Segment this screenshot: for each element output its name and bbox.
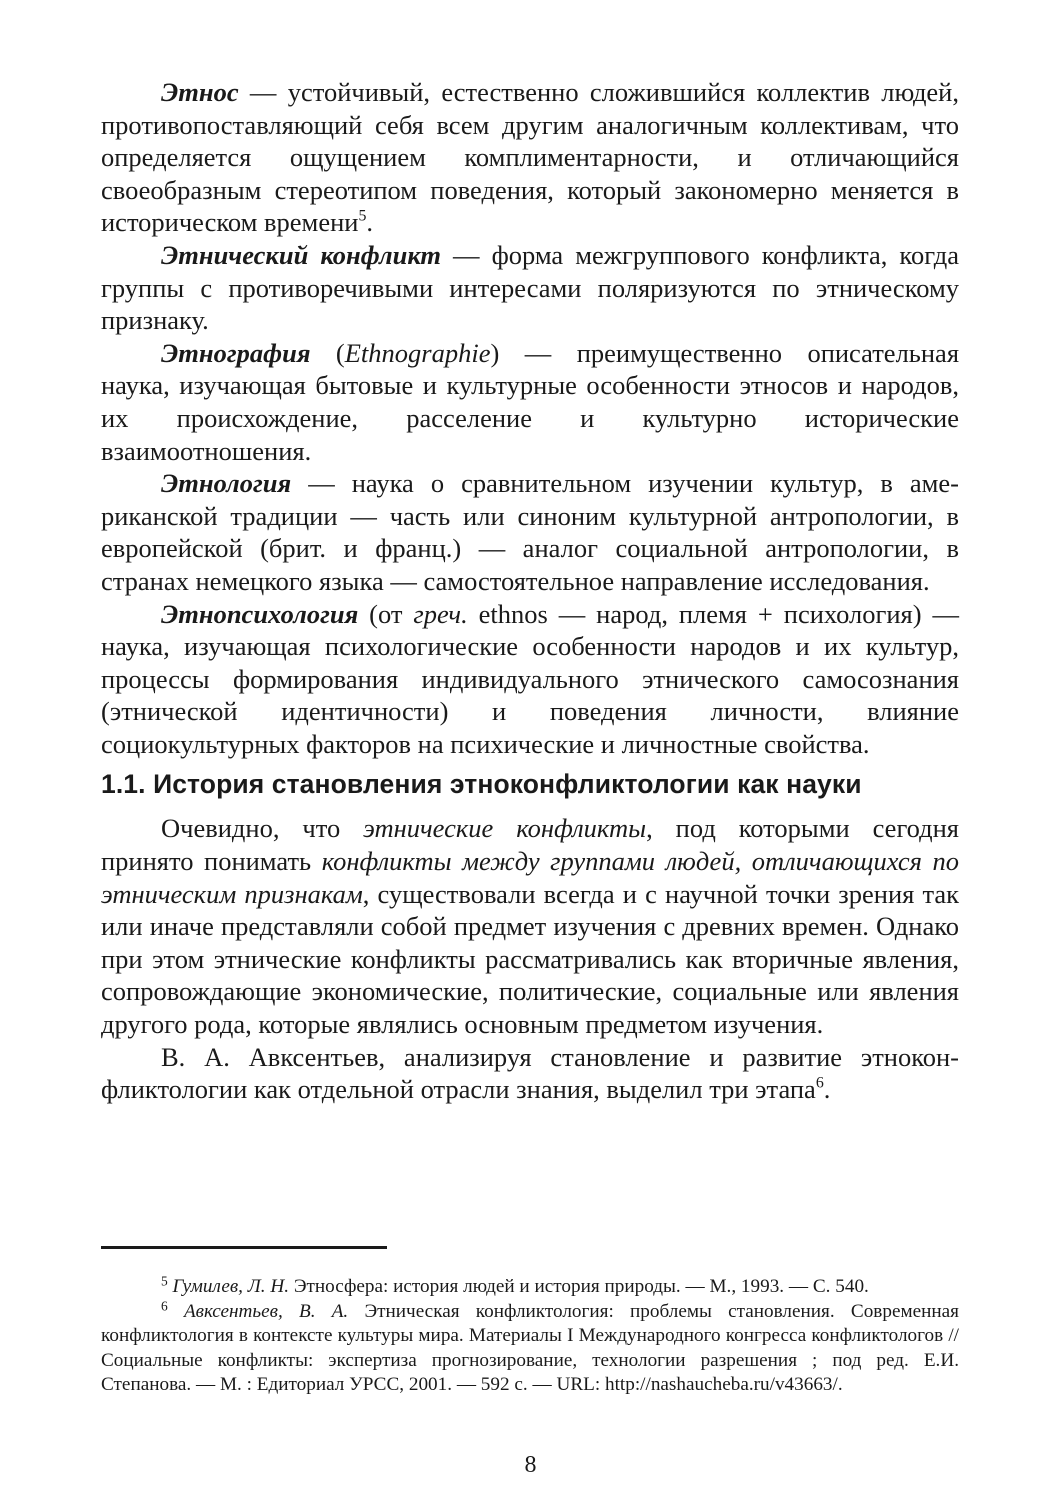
paragraph-text: Очевидно, что [161, 813, 364, 844]
footnote-text: Этносфера: история людей и история природы. — М., 1993. — С. 540. [289, 1276, 869, 1297]
footnotes [101, 1275, 959, 1398]
punctuation: . [366, 207, 374, 238]
definition-ethnos [101, 76, 959, 239]
footnote-number: 5 [161, 1273, 168, 1289]
paragraph-text: , существовали всегда и с научной точки зрения так или иначе представляли собой предмет изучения с древних времен. Однако при этом этнические конфликты рассматривались как вторичные явления, сопровождающие экономические, политические, социальные или явления другого рода, которые являлись основным предметом изучения. [101, 878, 959, 1040]
footnote-divider [101, 1246, 387, 1249]
definition-text: — форма межгруппового конфликта, когда группы с противоречивыми интересами поляризуются по этническому признаку. [101, 239, 960, 336]
term: Этнопсихология [161, 598, 359, 629]
paragraph-text: , под которыми сегодня принято понимать [101, 813, 959, 877]
term: Этнический конфликт [161, 239, 442, 270]
paragraph-text: В. А. Авксентьев, анализируя становление и развитие этноконфликтологии как отдельной отрасли знания, выделил три этапа [101, 1041, 959, 1105]
emphasis-text: конфликты между группами людей, отличающихся по этническим признакам [101, 846, 959, 909]
main-text [101, 76, 959, 1106]
footnote-number: 6 [161, 1297, 168, 1313]
definition-text: — устойчивый, естественно сложившийся коллектив людей, противопоставляющий себя всем другим аналогичным коллективам, что определяется ощущением комплиментарности, и отличающийся своеобразным стереотипом поведения, который закономерно меняется в историческом времени [101, 77, 959, 238]
footnote-author: Авксентьев, В. А. [183, 1300, 349, 1322]
definition-ethnology [101, 467, 959, 597]
emphasis-text: этнические конфликты [363, 813, 647, 844]
footnote-text: Этническая конфликтология: проблемы становления. Современная конфликтология в контексте культуры мира. Материалы I Международного конгресса конфликтологов // Социальные конфликты: экспертиза прогнозирование, технологии разрешения ; под ред. Е.И. Степанова. — М. : Едиториал УРСС, 2001. — 592 с. — URL: http://nashaucheba.ru/v43663/. [101, 1300, 959, 1395]
section-paragraph-1 [101, 812, 959, 1040]
definition-text: — наука о сравнительном изучении культур, в американской традиции — часть или синоним культурной антропологии, в европейской (брит. и франц.) — аналог социальной антропологии, в странах немецкого языка — самостоятельное направление исследования. [101, 468, 959, 596]
footnote-6 [101, 1297, 959, 1398]
definition-ethnography [101, 337, 959, 467]
definition-text: ( [310, 337, 345, 368]
page-number: 8 [524, 1452, 537, 1478]
space [168, 1301, 184, 1322]
footnote-5 [101, 1275, 959, 1300]
punctuation: . [823, 1074, 831, 1105]
definition-ethnic-conflict [101, 239, 959, 337]
definition-ethnopsychology [101, 598, 959, 761]
footnote-author: Гумилев, Л. Н. [172, 1276, 290, 1297]
foreign-term: Ethnographie [344, 337, 491, 368]
definition-text: (от [358, 598, 414, 629]
footnote-ref[interactable]: 6 [815, 1074, 824, 1092]
footnote-ref[interactable]: 5 [358, 208, 367, 226]
section-paragraph-2 [101, 1041, 959, 1106]
definition-text: ) — преимущественно описательная наука, изучающая бытовые и культурные особенности этносов и народов, их происхождение, расселение и культурно исторические взаимоотношения. [101, 337, 960, 466]
abbreviation: греч. [413, 598, 468, 629]
section-heading: 1.1. История становления этноконфликтологии как науки [101, 769, 862, 800]
definition-text: ethnos — народ, племя + психология) — наука, изучающая психологические особенности народов и их культур, процессы формирования индивидуального этнического самосознания (этнической идентичности) и поведения личности, влияние социокультурных факторов на психические и личностные свойства. [101, 598, 959, 759]
term: Этнология [161, 468, 292, 499]
term: Этнография [161, 337, 311, 368]
term: Этнос [161, 77, 239, 107]
